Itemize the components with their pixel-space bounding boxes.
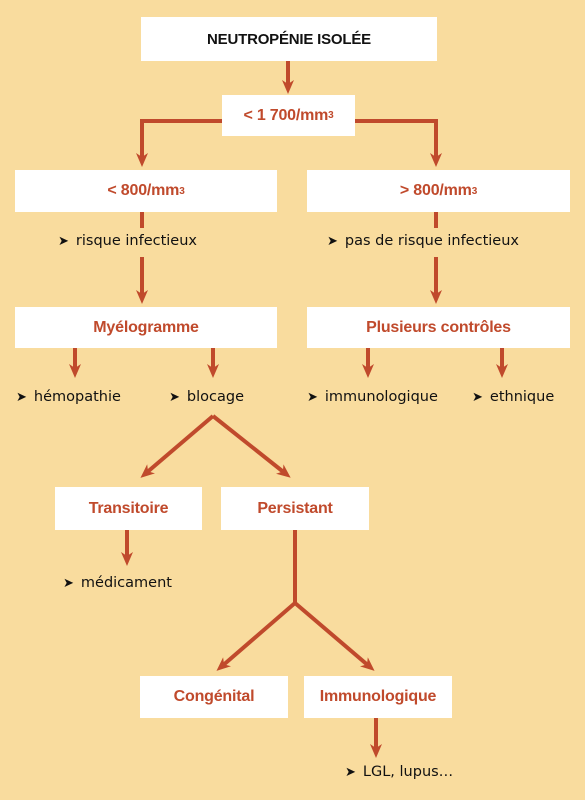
note-risque-infectieux [58, 233, 197, 249]
note-ethnique [472, 389, 554, 405]
note-ethnique-text: ethnique [489, 389, 555, 405]
arrow-blocage-to-persistant [213, 416, 286, 474]
node-low-800 [15, 170, 277, 212]
node-threshold-1700-sup: 3 [328, 110, 334, 121]
note-lgl-lupus-text: LGL, lupus… [362, 764, 454, 780]
node-threshold-1700-label: < 1 700/mm [243, 106, 329, 124]
note-pas-de-risque [327, 233, 519, 249]
node-low-800-label: < 800/mm [107, 182, 180, 199]
arrowhead-bullet-icon: ➤ [169, 390, 180, 405]
arrow-persistant-to-immunologique [295, 603, 370, 667]
arrow-threshold-to-low [142, 121, 222, 161]
note-blocage [169, 389, 244, 405]
arrowhead-bullet-icon: ➤ [63, 576, 74, 591]
arrowhead-bullet-icon: ➤ [307, 390, 318, 405]
note-medicament [63, 575, 172, 591]
node-threshold-1700 [222, 95, 355, 136]
arrow-persistant-to-congenital [221, 603, 295, 667]
note-medicament-text: médicament [80, 575, 172, 591]
node-high-800-label: > 800/mm [399, 182, 472, 199]
node-immunologique: Immunologique [304, 676, 452, 718]
note-immunologique [307, 389, 438, 405]
note-blocage-text: blocage [186, 389, 244, 405]
arrow-blocage-to-transitoire [145, 416, 213, 474]
note-immunologique-text: immunologique [324, 389, 438, 405]
node-neutropenie-isolee: NEUTROPÉNIE ISOLÉE [141, 17, 437, 61]
node-persistant: Persistant [221, 487, 369, 530]
node-high-800 [307, 170, 570, 212]
arrow-threshold-to-high [355, 121, 436, 161]
note-hemopathie-text: hémopathie [33, 389, 121, 405]
note-lgl-lupus [345, 764, 453, 780]
arrowhead-bullet-icon: ➤ [327, 234, 338, 249]
note-risque-infectieux-text: risque infectieux [75, 233, 197, 249]
note-pas-de-risque-text: pas de risque infectieux [344, 233, 519, 249]
note-hemopathie [16, 389, 121, 405]
node-transitoire: Transitoire [55, 487, 202, 530]
node-high-800-sup: 3 [471, 185, 478, 197]
arrowhead-bullet-icon: ➤ [472, 390, 483, 405]
node-myelogramme: Myélogramme [15, 307, 277, 348]
node-plusieurs-controles: Plusieurs contrôles [307, 307, 570, 348]
node-low-800-sup: 3 [179, 185, 185, 197]
arrowhead-bullet-icon: ➤ [16, 390, 27, 405]
node-congenital: Congénital [140, 676, 288, 718]
arrowhead-bullet-icon: ➤ [58, 234, 69, 249]
arrowhead-bullet-icon: ➤ [345, 765, 356, 780]
